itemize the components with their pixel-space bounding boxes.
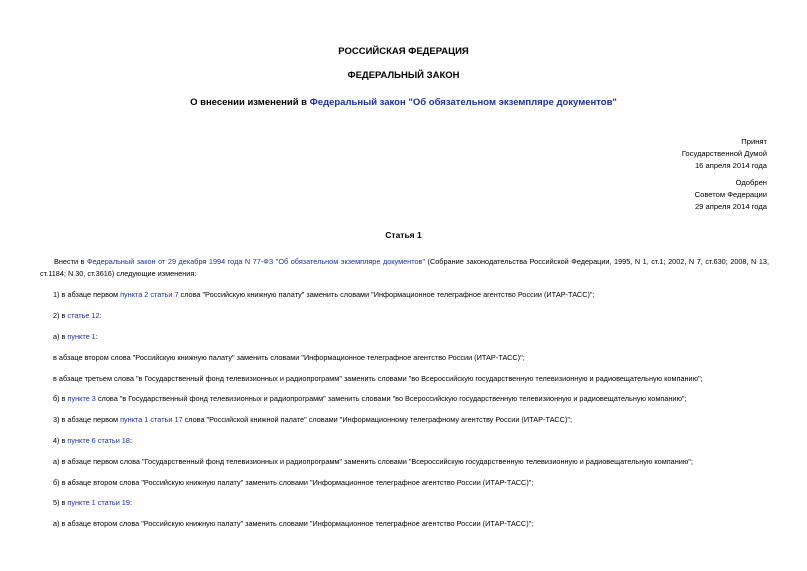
- p3-suffix: :: [95, 332, 98, 341]
- intro-prefix: Внести в: [54, 257, 87, 266]
- p8-suffix: :: [129, 436, 132, 445]
- intro-link[interactable]: Федеральный закон от 29 декабря 1994 года N 77-ФЗ "Об обязательном экземпляре документов": [86, 257, 425, 266]
- approval-line3: 29 апреля 2014 года: [694, 202, 767, 211]
- paragraph-8: [53, 435, 769, 447]
- paragraph-2: [53, 310, 769, 322]
- p2-suffix: :: [99, 311, 102, 320]
- p6-link[interactable]: пункте 3: [67, 394, 96, 403]
- paragraph-7: [53, 414, 769, 426]
- paragraph-6: [53, 393, 769, 405]
- paragraph-5: в абзаце третьем слова "в Государственный фонд телевизионных и радиопрограмм" заменить словами "во Всероссийскую государственную телевизионную и радиовещательную компанию";: [53, 374, 703, 383]
- p6-suffix: слова "в Государственный фонд телевизионных и радиопрограмм" заменить словами "во Всероссийскую государственную телевизионную и радиовещательную компанию";: [95, 394, 687, 403]
- paragraph-10: б) в абзаце втором слова "Российскую книжную палату" заменить словами "Информационное телеграфное агентство России (ИТАР-ТАСС)";: [53, 478, 534, 487]
- paragraph-1: [53, 289, 769, 301]
- approval-line1: Одобрен: [735, 178, 767, 187]
- p1-suffix: слова "Российскую книжную палату" заменить словами "Информационное телеграфное агентство России (ИТАР-ТАСС)";: [178, 290, 595, 299]
- p1-link[interactable]: пункта 2 статьи 7: [120, 290, 179, 299]
- law-type-heading: ФЕДЕРАЛЬНЫЙ ЗАКОН: [347, 70, 460, 81]
- p1-prefix: 1) в абзаце первом: [53, 290, 121, 299]
- adoption-line2: Государственной Думой: [681, 149, 767, 158]
- article-intro: [40, 256, 769, 279]
- paragraph-9: а) в абзаце первом слова "Государственный фонд телевизионных и радиопрограмм" заменить словами "Всероссийскую государственную телевизионную и радиовещательную компанию";: [53, 457, 693, 466]
- adoption-line3: 16 апреля 2014 года: [694, 161, 767, 170]
- p6-prefix: б) в: [53, 394, 68, 403]
- paragraph-12: а) в абзаце втором слова "Российскую книжную палату" заменить словами "Информационное телеграфное агентство России (ИТАР-ТАСС)";: [53, 519, 534, 528]
- p2-prefix: 2) в: [53, 311, 68, 320]
- law-title-link[interactable]: Федеральный закон "Об обязательном экземпляре документов": [309, 97, 617, 108]
- paragraph-4: в абзаце втором слова "Российскую книжную палату" заменить словами "Информационное телеграфное агентство России (ИТАР-ТАСС)";: [53, 353, 525, 362]
- intro-suffix: (Собрание законодательства Российской Федерации, 1995, N 1, ст.1; 2002, N 7, ст.630; 2008, N 13, ст.1184; N 30, ст.3616) следующие изменения:: [40, 257, 770, 278]
- adoption-block: [682, 136, 767, 172]
- paragraph-3: [53, 331, 769, 343]
- approval-line2: Советом Федерации: [694, 190, 767, 199]
- p11-link[interactable]: пункте 1 статьи 19: [67, 498, 130, 507]
- p8-link[interactable]: пункте 6 статьи 18: [67, 436, 130, 445]
- p3-link[interactable]: пункте 1: [67, 332, 96, 341]
- country-heading: РОССИЙСКАЯ ФЕДЕРАЦИЯ: [338, 46, 469, 57]
- approval-block: [695, 177, 767, 213]
- p11-suffix: :: [129, 498, 132, 507]
- paragraph-11: [53, 497, 769, 509]
- article-title: Статья 1: [385, 230, 422, 240]
- p8-prefix: 4) в: [53, 436, 68, 445]
- p2-link[interactable]: статье 12: [67, 311, 100, 320]
- adoption-line1: Принят: [741, 137, 767, 146]
- law-title-prefix: О внесении изменений в: [190, 97, 310, 108]
- p7-suffix: слова "Российской книжной палате" словами "Информационному телеграфному агентству России (ИТАР-ТАСС)";: [182, 415, 572, 424]
- p7-link[interactable]: пункта 1 статьи 17: [120, 415, 183, 424]
- p7-prefix: 3) в абзаце первом: [53, 415, 121, 424]
- law-title: [0, 97, 807, 108]
- p3-prefix: а) в: [53, 332, 68, 341]
- p11-prefix: 5) в: [53, 498, 68, 507]
